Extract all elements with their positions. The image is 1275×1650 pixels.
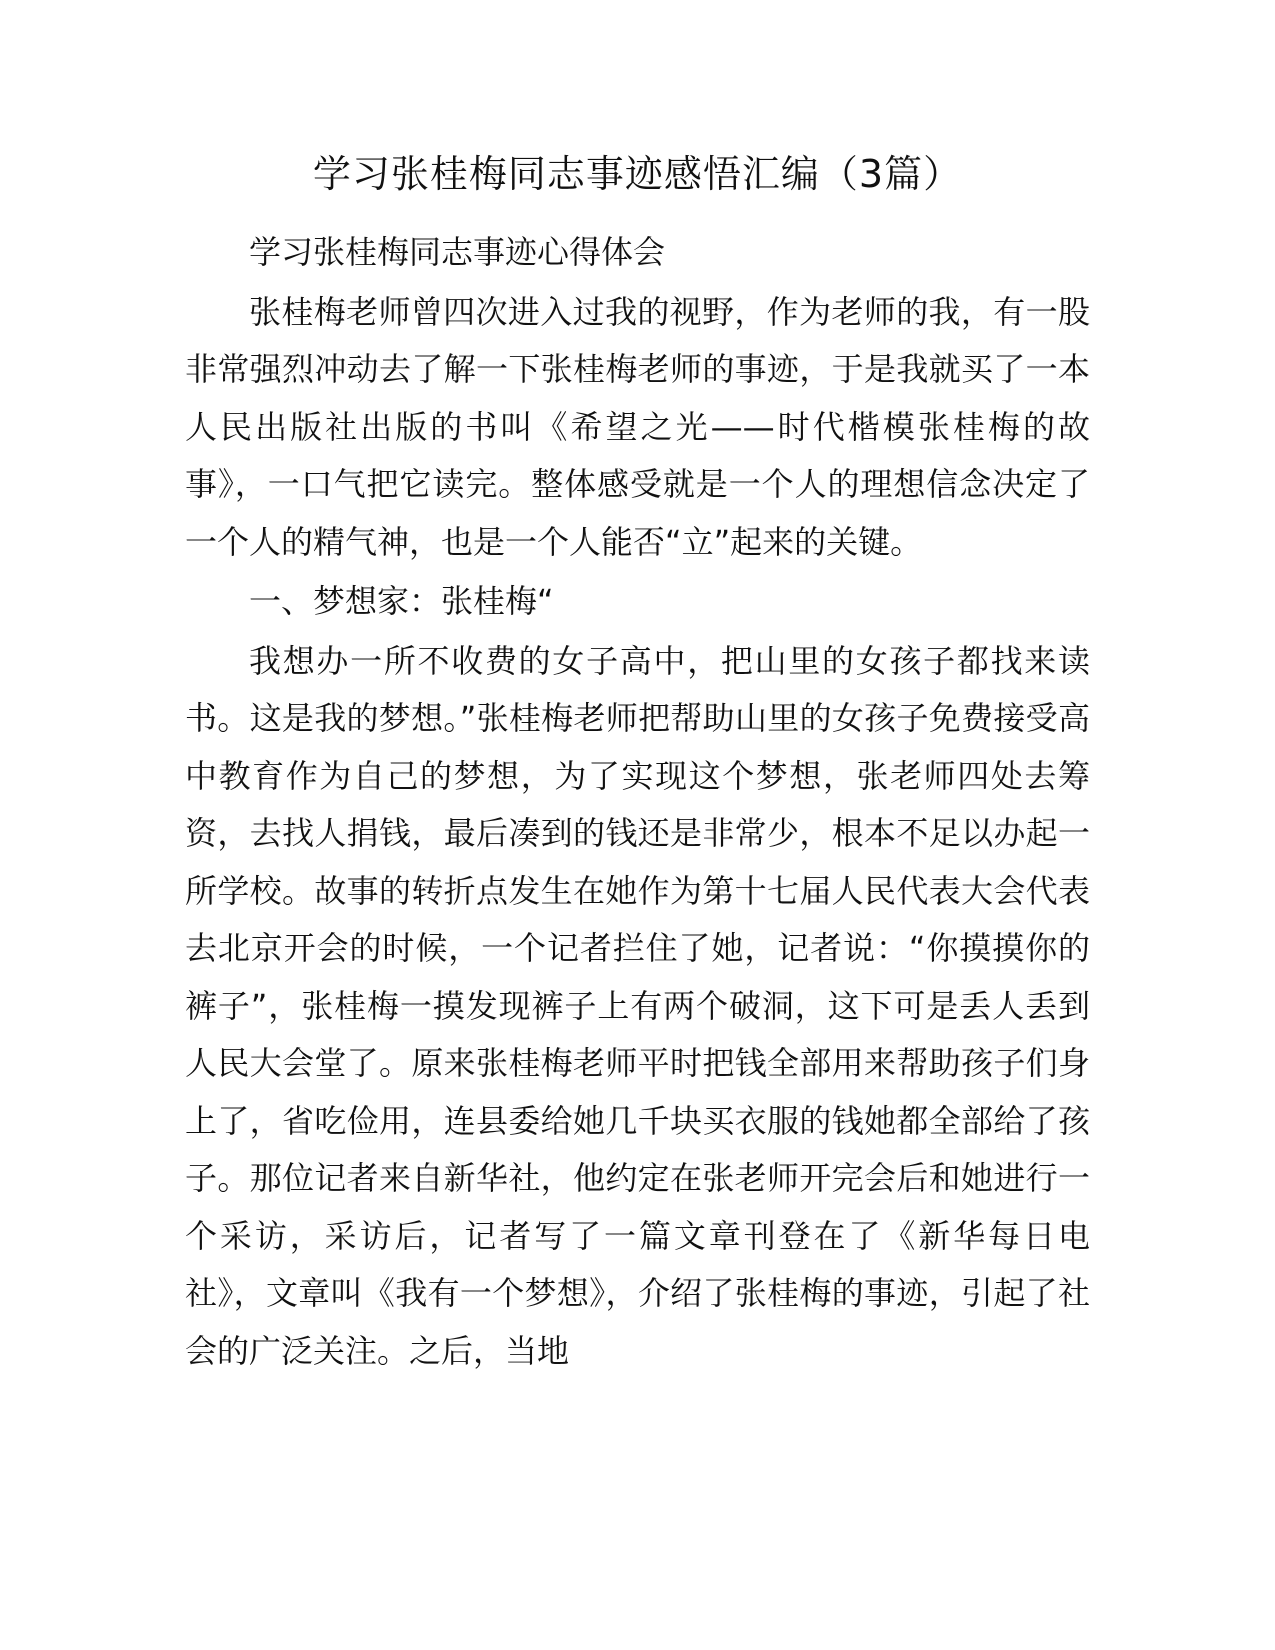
paragraph-intro: 张桂梅老师曾四次进入过我的视野，作为老师的我，有一股非常强烈冲动去了解一下张桂梅老师的事迹，于是我就买了一本人民出版社出版的书叫《希望之光——时代楷模张桂梅的故事》，一口气把它读完。整体感受就是一个人的理想信念决定了一个人的精气神，也是一个人能否“立”起来的关键。: [185, 292, 1090, 561]
paragraph-dream: 我想办一所不收费的女子高中，把山里的女孩子都找来读书。这是我的梦想。”张桂梅老师把帮助山里的女孩子免费接受高中教育作为自己的梦想，为了实现这个梦想，张老师四处去筹资，去找人捐钱，最后凑到的钱还是非常少，根本不足以办起一所学校。故事的转折点发生在她作为第十七届人民代表大会代表去北京开会的时候，一个记者拦住了她，记者说：“你摸摸你的裤子”，张桂梅一摸发现裤子上有两个破洞，这下可是丢人丢到人民大会堂了。原来张桂梅老师平时把钱全部用来帮助孩子们身上了，省吃俭用，连县委给她几千块买衣服的钱她都全部给了孩子。那位记者来自新华社，他约定在张老师开完会后和她进行一个采访，采访后，记者写了一篇文章刊登在了《新华每日电社》，文章叫《我有一个梦想》，介绍了张桂梅的事迹，引起了社会的广泛关注。之后，当地: [185, 641, 1090, 1370]
section-heading-dreamer: 一、梦想家：张桂梅“: [249, 582, 554, 620]
section-subtitle: 学习张桂梅同志事迹心得体会: [249, 233, 666, 271]
document-title: 学习张桂梅同志事迹感悟汇编（3篇）: [312, 152, 963, 196]
document-body: [185, 224, 1090, 1380]
